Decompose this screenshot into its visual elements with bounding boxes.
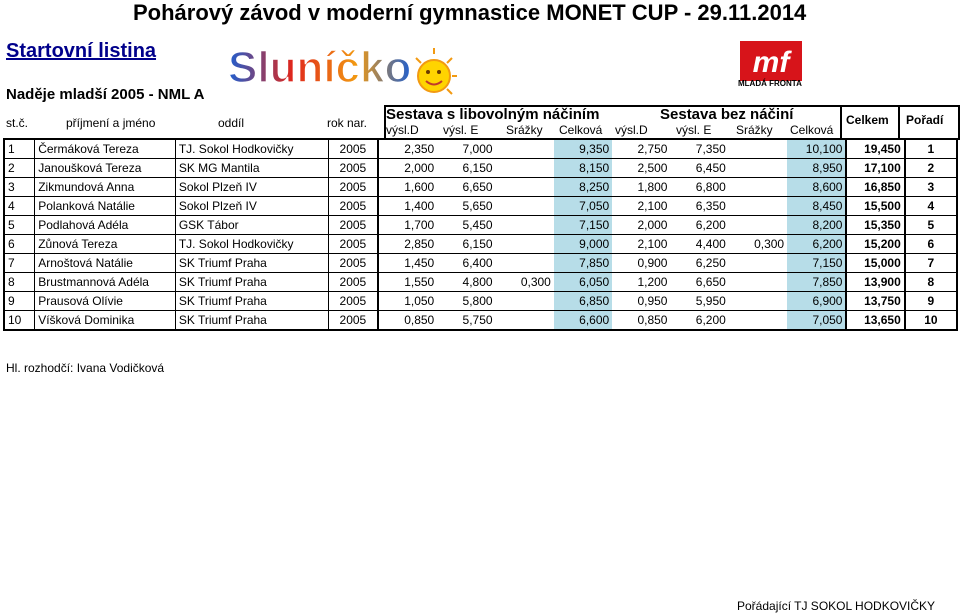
table-row — [4, 178, 957, 197]
cell-name: Zůnová Tereza — [35, 235, 176, 254]
cell-num: 5 — [4, 216, 35, 235]
cell-penalty1 — [496, 292, 554, 311]
cell-penalty1 — [496, 216, 554, 235]
cell-overall: 13,750 — [846, 292, 904, 311]
cell-e2: 6,200 — [670, 311, 728, 331]
cell-year: 2005 — [328, 159, 377, 178]
mf-logo-text: mf — [752, 46, 790, 79]
cell-year: 2005 — [328, 178, 377, 197]
cell-num: 8 — [4, 273, 35, 292]
cell-name: Víšková Dominika — [35, 311, 176, 331]
cell-d2: 2,100 — [612, 197, 670, 216]
cell-overall: 19,450 — [846, 139, 904, 159]
cell-num: 7 — [4, 254, 35, 273]
cell-penalty2 — [729, 159, 787, 178]
cell-e1: 6,150 — [437, 235, 495, 254]
cell-year: 2005 — [328, 197, 377, 216]
col-header-club: oddíl — [218, 116, 245, 130]
cell-total2: 8,200 — [787, 216, 846, 235]
cell-num: 9 — [4, 292, 35, 311]
results-table — [3, 138, 958, 331]
col-header-num: st.č. — [6, 116, 29, 130]
cell-num: 6 — [4, 235, 35, 254]
cell-name: Čermáková Tereza — [35, 139, 176, 159]
cell-num: 4 — [4, 197, 35, 216]
cell-penalty2 — [729, 311, 787, 331]
cell-total2: 6,200 — [787, 235, 846, 254]
cell-e1: 6,400 — [437, 254, 495, 273]
cell-name: Zikmundová Anna — [35, 178, 176, 197]
cell-overall: 13,650 — [846, 311, 904, 331]
col-header-total2: Celková — [790, 123, 834, 137]
cell-e2: 6,200 — [670, 216, 728, 235]
table-row — [4, 273, 957, 292]
table-row — [4, 216, 957, 235]
cell-penalty1 — [496, 159, 554, 178]
cell-total2: 6,900 — [787, 292, 846, 311]
cell-e2: 6,650 — [670, 273, 728, 292]
cell-total1: 8,250 — [554, 178, 612, 197]
cell-total1: 9,350 — [554, 139, 612, 159]
cell-e1: 5,650 — [437, 197, 495, 216]
cell-e2: 6,450 — [670, 159, 728, 178]
cell-total1: 7,150 — [554, 216, 612, 235]
cell-year: 2005 — [328, 254, 377, 273]
cell-num: 10 — [4, 311, 35, 331]
cell-club: SK MG Mantila — [175, 159, 328, 178]
cell-penalty1 — [496, 311, 554, 331]
cell-total1: 7,850 — [554, 254, 612, 273]
col-header-e2: výsl. E — [676, 123, 712, 137]
table-row — [4, 235, 957, 254]
cell-rank: 2 — [905, 159, 957, 178]
cell-total2: 10,100 — [787, 139, 846, 159]
cell-d1: 1,600 — [378, 178, 437, 197]
cell-year: 2005 — [328, 139, 377, 159]
cell-rank: 4 — [905, 197, 957, 216]
table-row — [4, 159, 957, 178]
cell-rank: 3 — [905, 178, 957, 197]
cell-d2: 2,000 — [612, 216, 670, 235]
col-group-no-apparatus: Sestava bez náčiní — [660, 106, 794, 123]
slunicko-logo — [226, 36, 458, 102]
cell-club: SK Triumf Praha — [175, 273, 328, 292]
cell-rank: 9 — [905, 292, 957, 311]
col-header-d1: výsl.D — [386, 123, 419, 137]
slunicko-logo-text: Sluníčko — [228, 43, 412, 92]
cell-name: Podlahová Adéla — [35, 216, 176, 235]
cell-rank: 8 — [905, 273, 957, 292]
cell-d2: 2,750 — [612, 139, 670, 159]
cell-name: Janoušková Tereza — [35, 159, 176, 178]
cell-d1: 2,000 — [378, 159, 437, 178]
cell-overall: 16,850 — [846, 178, 904, 197]
col-header-total1: Celková — [559, 123, 603, 137]
cell-penalty1 — [496, 254, 554, 273]
cell-penalty1 — [496, 139, 554, 159]
cell-year: 2005 — [328, 311, 377, 331]
table-row — [4, 254, 957, 273]
cell-d2: 2,100 — [612, 235, 670, 254]
col-header-penalty2: Srážky — [736, 123, 773, 137]
cell-e1: 4,800 — [437, 273, 495, 292]
cell-year: 2005 — [328, 235, 377, 254]
cell-d1: 0,850 — [378, 311, 437, 331]
col-header-name: příjmení a jméno — [66, 116, 156, 130]
cell-total2: 8,950 — [787, 159, 846, 178]
cell-name: Polanková Natálie — [35, 197, 176, 216]
cell-year: 2005 — [328, 292, 377, 311]
cell-total1: 6,850 — [554, 292, 612, 311]
cell-year: 2005 — [328, 216, 377, 235]
cell-e2: 6,250 — [670, 254, 728, 273]
cell-rank: 7 — [905, 254, 957, 273]
cell-num: 3 — [4, 178, 35, 197]
cell-d2: 1,800 — [612, 178, 670, 197]
table-row — [4, 197, 957, 216]
cell-total1: 7,050 — [554, 197, 612, 216]
cell-d2: 0,950 — [612, 292, 670, 311]
cell-d1: 1,400 — [378, 197, 437, 216]
cell-d1: 1,050 — [378, 292, 437, 311]
cell-club: SK Triumf Praha — [175, 292, 328, 311]
cell-e2: 7,350 — [670, 139, 728, 159]
cell-total1: 9,000 — [554, 235, 612, 254]
cell-rank: 1 — [905, 139, 957, 159]
col-header-year: rok nar. — [327, 116, 368, 130]
cell-overall: 13,900 — [846, 273, 904, 292]
cell-d1: 2,850 — [378, 235, 437, 254]
cell-penalty2 — [729, 292, 787, 311]
cell-d1: 2,350 — [378, 139, 437, 159]
cell-overall: 17,100 — [846, 159, 904, 178]
cell-total2: 8,600 — [787, 178, 846, 197]
cell-club: SK Triumf Praha — [175, 254, 328, 273]
cell-penalty2 — [729, 178, 787, 197]
cell-penalty2 — [729, 216, 787, 235]
cell-total2: 7,150 — [787, 254, 846, 273]
cell-d1: 1,700 — [378, 216, 437, 235]
cell-penalty1 — [496, 197, 554, 216]
page-title: Pohárový závod v moderní gymnastice MONET CUP - 29.11.2014 — [133, 0, 807, 25]
cell-penalty2: 0,300 — [729, 235, 787, 254]
cell-e1: 7,000 — [437, 139, 495, 159]
cell-penalty2 — [729, 139, 787, 159]
cell-penalty1 — [496, 235, 554, 254]
cell-name: Arnoštová Natálie — [35, 254, 176, 273]
cell-d1: 1,450 — [378, 254, 437, 273]
col-header-penalty1: Srážky — [506, 123, 543, 137]
cell-penalty2 — [729, 197, 787, 216]
mf-caption: MLADÁ FRONTA — [738, 79, 802, 88]
cell-penalty2 — [729, 254, 787, 273]
sun-icon — [416, 48, 457, 94]
cell-d2: 0,850 — [612, 311, 670, 331]
cell-year: 2005 — [328, 273, 377, 292]
cell-total1: 8,150 — [554, 159, 612, 178]
cell-penalty1 — [496, 178, 554, 197]
cell-overall: 15,200 — [846, 235, 904, 254]
cell-club: GSK Tábor — [175, 216, 328, 235]
cell-club: Sokol Plzeň IV — [175, 197, 328, 216]
col-header-e1: výsl. E — [443, 123, 479, 137]
cell-d2: 2,500 — [612, 159, 670, 178]
cell-e1: 6,650 — [437, 178, 495, 197]
cell-total2: 8,450 — [787, 197, 846, 216]
cell-total2: 7,050 — [787, 311, 846, 331]
col-header-d2: výsl.D — [615, 123, 648, 137]
cell-e2: 4,400 — [670, 235, 728, 254]
cell-club: Sokol Plzeň IV — [175, 178, 328, 197]
cell-total1: 6,600 — [554, 311, 612, 331]
cell-num: 1 — [4, 139, 35, 159]
cell-d2: 1,200 — [612, 273, 670, 292]
col-header-overall: Celkem — [846, 113, 889, 127]
table-row — [4, 311, 957, 331]
cell-d1: 1,550 — [378, 273, 437, 292]
cell-penalty1: 0,300 — [496, 273, 554, 292]
cell-total2: 7,850 — [787, 273, 846, 292]
head-judge-label: Hl. rozhodčí: Ivana Vodičková — [6, 361, 165, 375]
table-row — [4, 139, 957, 159]
cell-e2: 5,950 — [670, 292, 728, 311]
category-label: Naděje mladší 2005 - NML A — [6, 86, 205, 103]
cell-total1: 6,050 — [554, 273, 612, 292]
cell-e1: 5,750 — [437, 311, 495, 331]
cell-rank: 10 — [905, 311, 957, 331]
page-subtitle: Startovní listina — [6, 40, 157, 62]
cell-e1: 5,800 — [437, 292, 495, 311]
cell-rank: 5 — [905, 216, 957, 235]
cell-e1: 6,150 — [437, 159, 495, 178]
table-row — [4, 292, 957, 311]
cell-penalty2 — [729, 273, 787, 292]
cell-e1: 5,450 — [437, 216, 495, 235]
cell-name: Prausová Olívie — [35, 292, 176, 311]
cell-overall: 15,000 — [846, 254, 904, 273]
col-group-apparatus: Sestava s libovolným náčiním — [386, 106, 600, 123]
cell-d2: 0,900 — [612, 254, 670, 273]
cell-club: TJ. Sokol Hodkovičky — [175, 139, 328, 159]
cell-overall: 15,350 — [846, 216, 904, 235]
cell-overall: 15,500 — [846, 197, 904, 216]
cell-club: TJ. Sokol Hodkovičky — [175, 235, 328, 254]
organizer-label: Pořádající TJ SOKOL HODKOVIČKY — [737, 599, 936, 613]
cell-e2: 6,350 — [670, 197, 728, 216]
col-header-rank: Pořadí — [906, 113, 944, 127]
cell-club: SK Triumf Praha — [175, 311, 328, 331]
cell-num: 2 — [4, 159, 35, 178]
cell-e2: 6,800 — [670, 178, 728, 197]
cell-rank: 6 — [905, 235, 957, 254]
cell-name: Brustmannová Adéla — [35, 273, 176, 292]
